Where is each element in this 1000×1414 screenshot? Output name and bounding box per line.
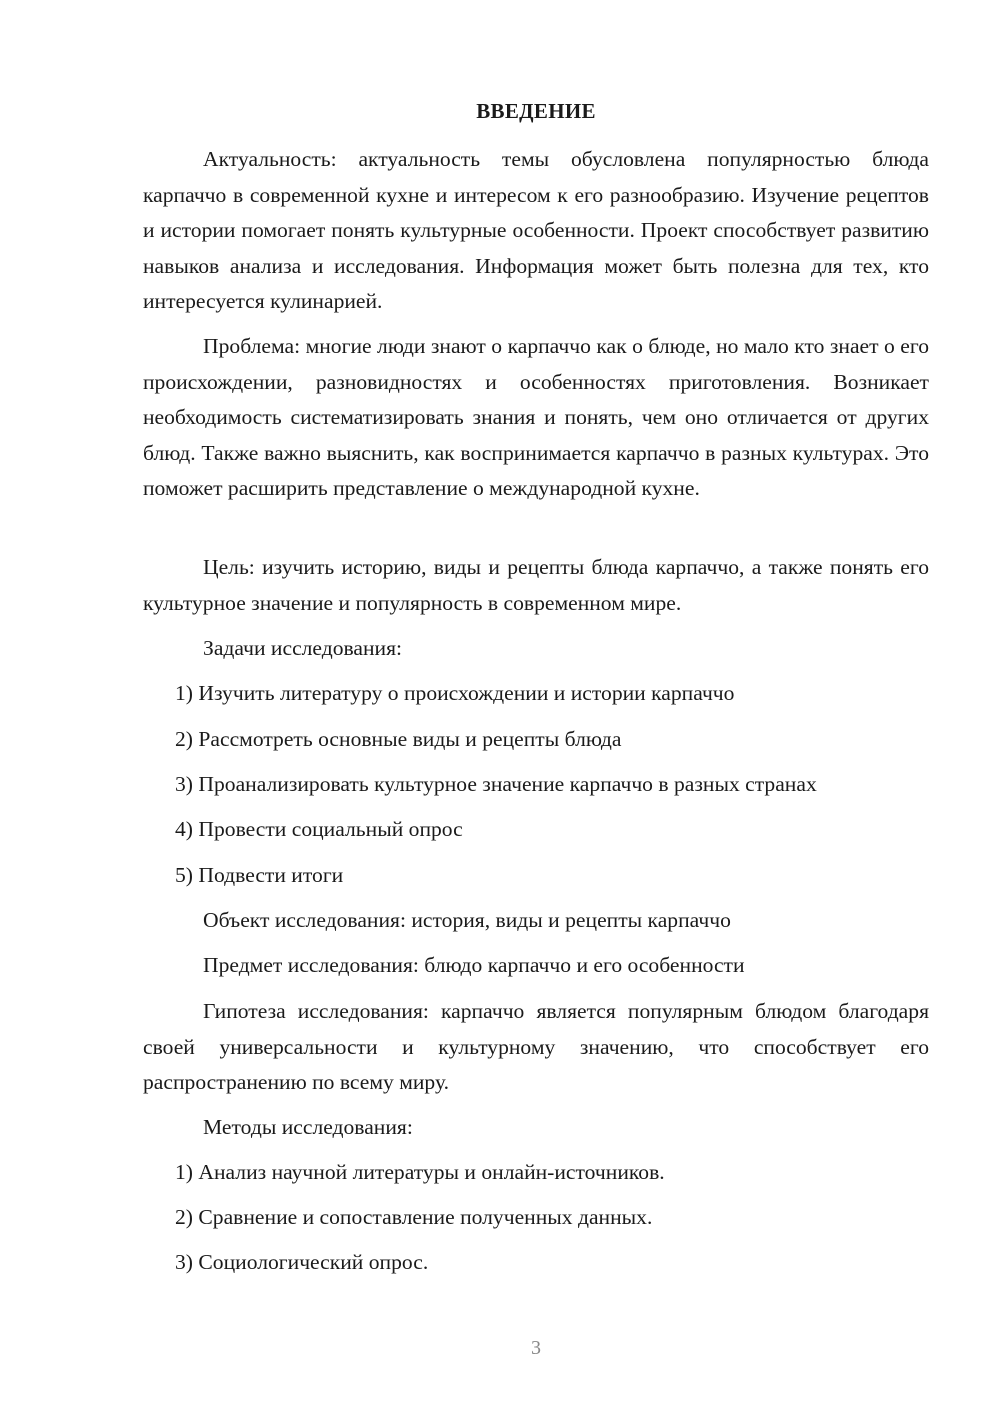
page-title: ВВЕДЕНИЕ [476,99,596,123]
task-item-2: 2) Рассмотреть основные виды и рецепты блюда [175,727,622,751]
task-item-4: 4) Провести социальный опрос [175,817,463,841]
research-subject: Предмет исследования: блюдо карпаччо и его особенности [203,953,745,977]
hypothesis-paragraph: Гипотеза исследования: карпаччо является популярным блюдом благодаря своей универсальности и культурному значению, что способствует его распространению по всему миру. [143,999,929,1094]
research-object: Объект исследования: история, виды и рецепты карпаччо [203,908,731,932]
method-item-1: 1) Анализ научной литературы и онлайн-источников. [175,1160,665,1184]
task-item-5: 5) Подвести итоги [175,863,344,887]
methods-title: Методы исследования: [203,1115,413,1139]
goal-paragraph: Цель: изучить историю, виды и рецепты блюда карпаччо, а также понять его культурное значение и популярность в современном мире. [143,555,929,615]
relevance-paragraph: Актуальность: актуальность темы обусловлена популярностью блюда карпаччо в современной кухне и интересом к его разнообразию. Изучение рецептов и истории помогает понять культурные особенности. Проект способствует развитию навыков анализа и исследования. Информация может быть полезна для тех, кто интересуется кулинарией. [143,147,929,313]
task-item-3: 3) Проанализировать культурное значение карпаччо в разных странах [175,772,817,796]
problem-paragraph: Проблема: многие люди знают о карпаччо как о блюде, но мало кто знает о его происхождении, разновидностях и особенностях приготовления. Возникает необходимость систематизировать знания и понять, чем оно отличается от других блюд. Также важно выяснить, как воспринимается карпаччо в разных культурах. Это поможет расширить представление о международной кухне. [143,334,929,500]
method-item-2: 2) Сравнение и сопоставление полученных данных. [175,1205,653,1229]
tasks-title: Задачи исследования: [203,636,403,660]
task-item-1: 1) Изучить литературу о происхождении и истории карпаччо [175,681,735,705]
document-page [143,0,929,1414]
page-number: 3 [531,1337,541,1359]
method-item-3: 3) Социологический опрос. [175,1250,429,1274]
